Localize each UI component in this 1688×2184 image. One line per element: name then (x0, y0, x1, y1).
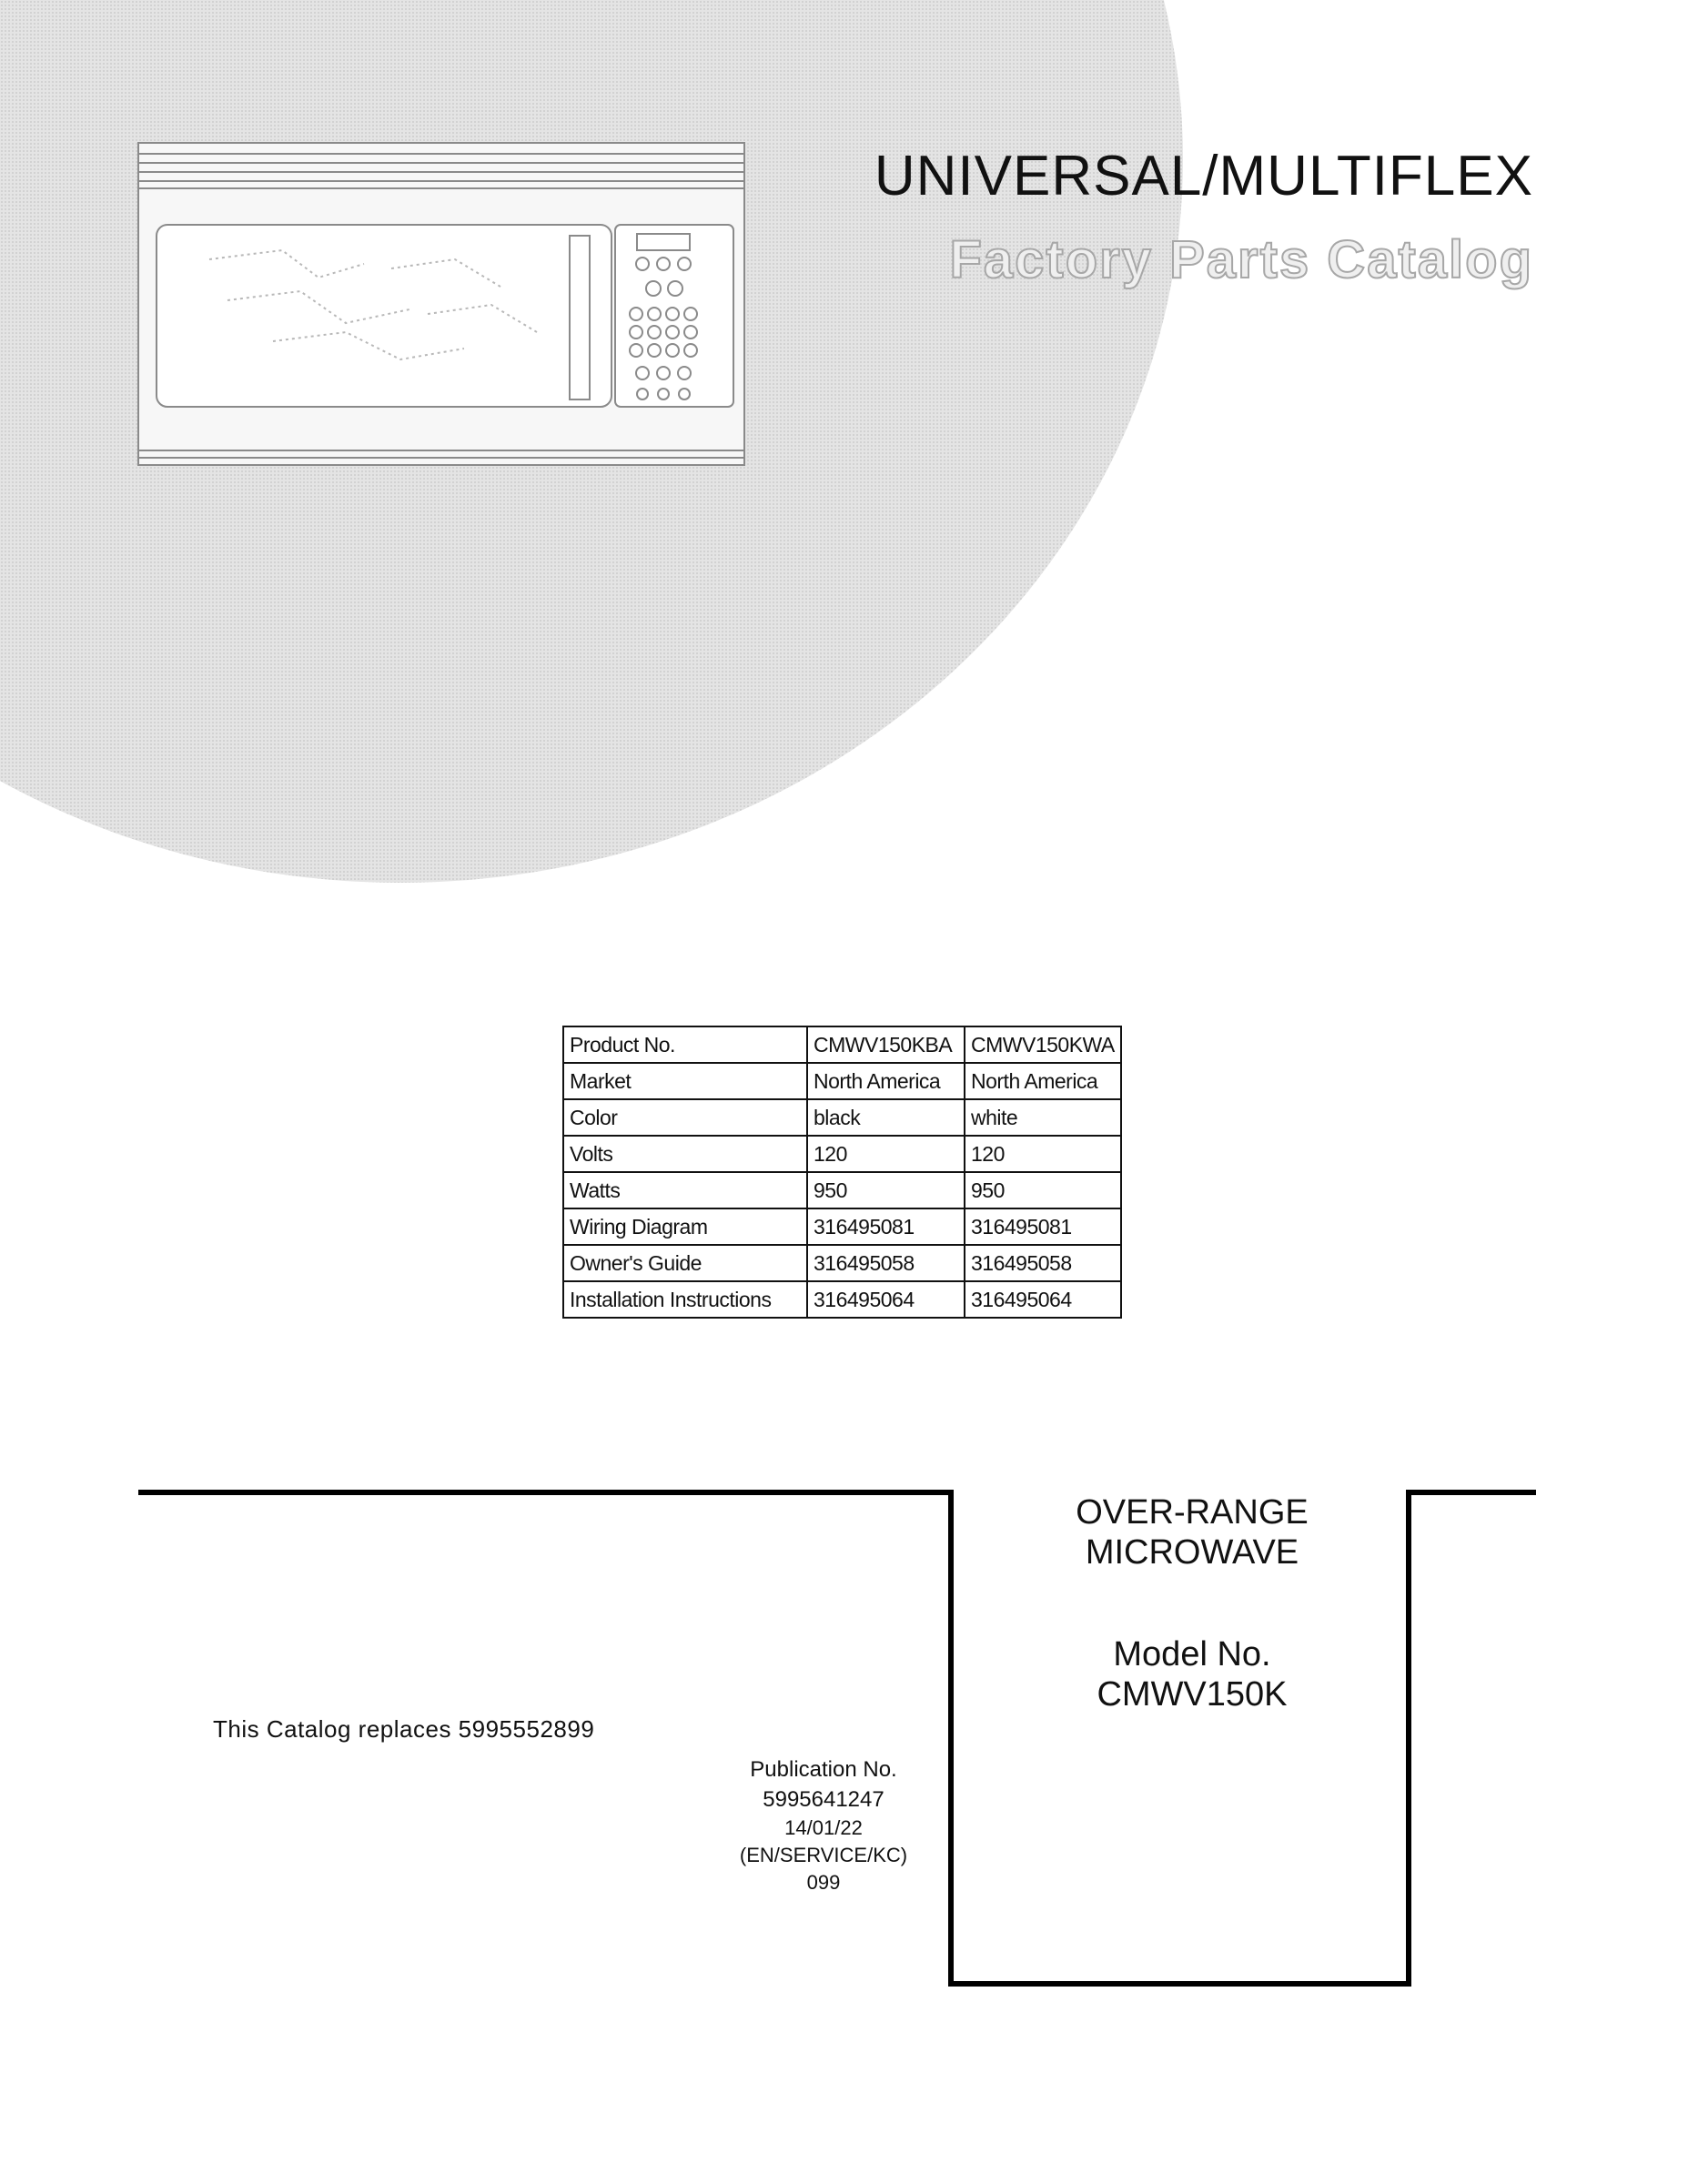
publication-revision: 099 (806, 1871, 841, 1894)
table-cell: Watts (563, 1172, 807, 1208)
publication-number: 5995641247 (763, 1787, 884, 1812)
publication-label: Publication No. (750, 1757, 897, 1782)
table-cell: 316495058 (807, 1245, 965, 1281)
table-cell: Owner's Guide (563, 1245, 807, 1281)
table-cell: 316495064 (807, 1281, 965, 1318)
table-cell: Product No. (563, 1026, 807, 1063)
table-cell: 316495081 (965, 1208, 1121, 1245)
publication-date: 14/01/22 (784, 1816, 863, 1839)
table-cell: 950 (807, 1172, 965, 1208)
model-number: CMWV150K (1097, 1675, 1288, 1714)
table-cell: North America (807, 1063, 965, 1099)
table-cell: CMWV150KBA (807, 1026, 965, 1063)
replaces-note: This Catalog replaces 5995552899 (213, 1715, 595, 1743)
table-cell: CMWV150KWA (965, 1026, 1121, 1063)
catalog-title: Factory Parts Catalog (949, 230, 1533, 289)
table-cell: Color (563, 1099, 807, 1136)
table-cell: 950 (965, 1172, 1121, 1208)
table-cell: North America (965, 1063, 1121, 1099)
product-type-line2: MICROWAVE (1085, 1533, 1299, 1572)
table-cell: Market (563, 1063, 807, 1099)
table-cell: Wiring Diagram (563, 1208, 807, 1245)
model-label: Model No. (1113, 1635, 1271, 1673)
publication-code: (EN/SERVICE/KC) (739, 1844, 908, 1866)
table-cell: Installation Instructions (563, 1281, 807, 1318)
product-type-line1: OVER-RANGE (1076, 1493, 1309, 1532)
table-cell: Volts (563, 1136, 807, 1172)
table-cell: white (965, 1099, 1121, 1136)
table-cell: 120 (965, 1136, 1121, 1172)
product-type (955, 1492, 1429, 1572)
table-cell: black (807, 1099, 965, 1136)
model-block (955, 1634, 1429, 1714)
table-cell: 316495081 (807, 1208, 965, 1245)
table-cell: 316495064 (965, 1281, 1121, 1318)
publication-block (692, 1754, 955, 1896)
brand-title: UNIVERSAL/MULTIFLEX (874, 145, 1533, 207)
table-cell: 120 (807, 1136, 965, 1172)
table-cell: 316495058 (965, 1245, 1121, 1281)
